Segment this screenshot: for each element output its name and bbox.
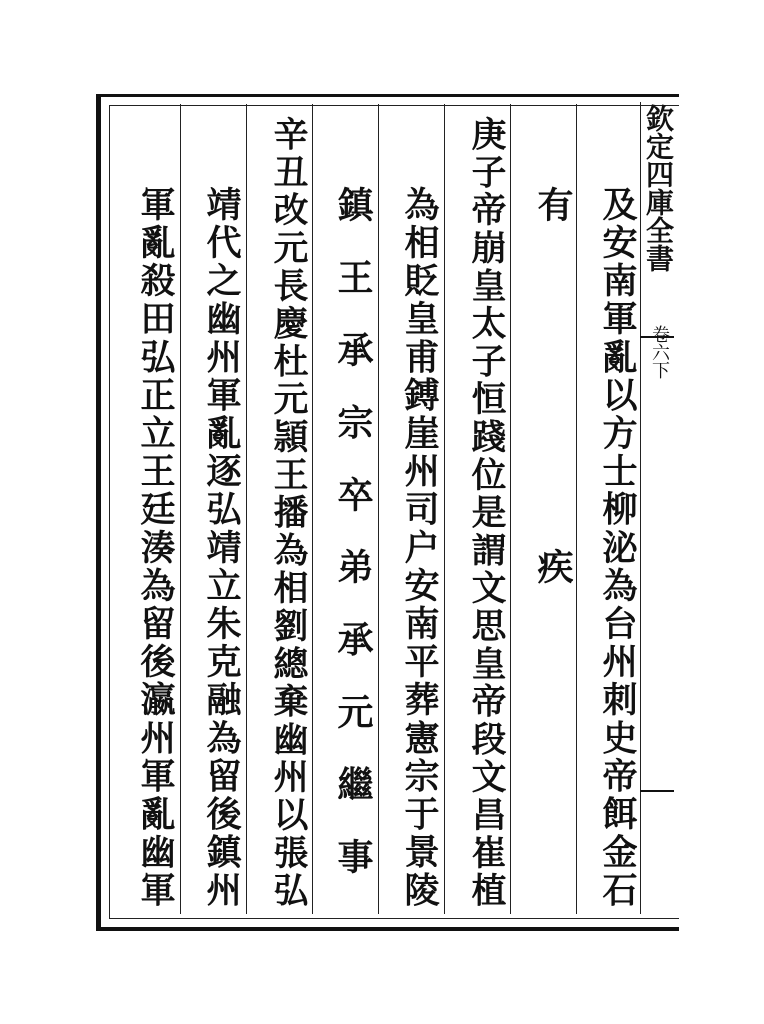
text-column-6: 辛丑改元長慶杜元頴王播為相劉總棄幽州以張弘 bbox=[267, 116, 308, 910]
text-column-5: 鎮王承宗卒弟承元繼事 bbox=[332, 186, 374, 910]
volume-label: 卷六下 bbox=[649, 325, 670, 379]
text-column-4: 為相貶皇甫鎛崖州司户安南平葬憲宗于景陵 bbox=[399, 186, 440, 910]
text-column-7: 靖代之幽州軍亂逐弘靖立朱克融為留後鎮州 bbox=[201, 186, 242, 910]
text-column-8: 軍亂殺田弘正立王廷湊為留後瀛州軍亂幽軍 bbox=[135, 186, 176, 910]
text-column-1: 及安南軍亂以方士柳泌為台州刺史帝餌金石 bbox=[597, 186, 638, 910]
text-column-3: 庚子帝崩皇太子恒踐位是謂文思皇帝段文昌崔植 bbox=[465, 116, 506, 910]
text-column-2: 有疾 bbox=[532, 186, 574, 910]
book-title: 欽定四庫全書 bbox=[642, 104, 675, 272]
